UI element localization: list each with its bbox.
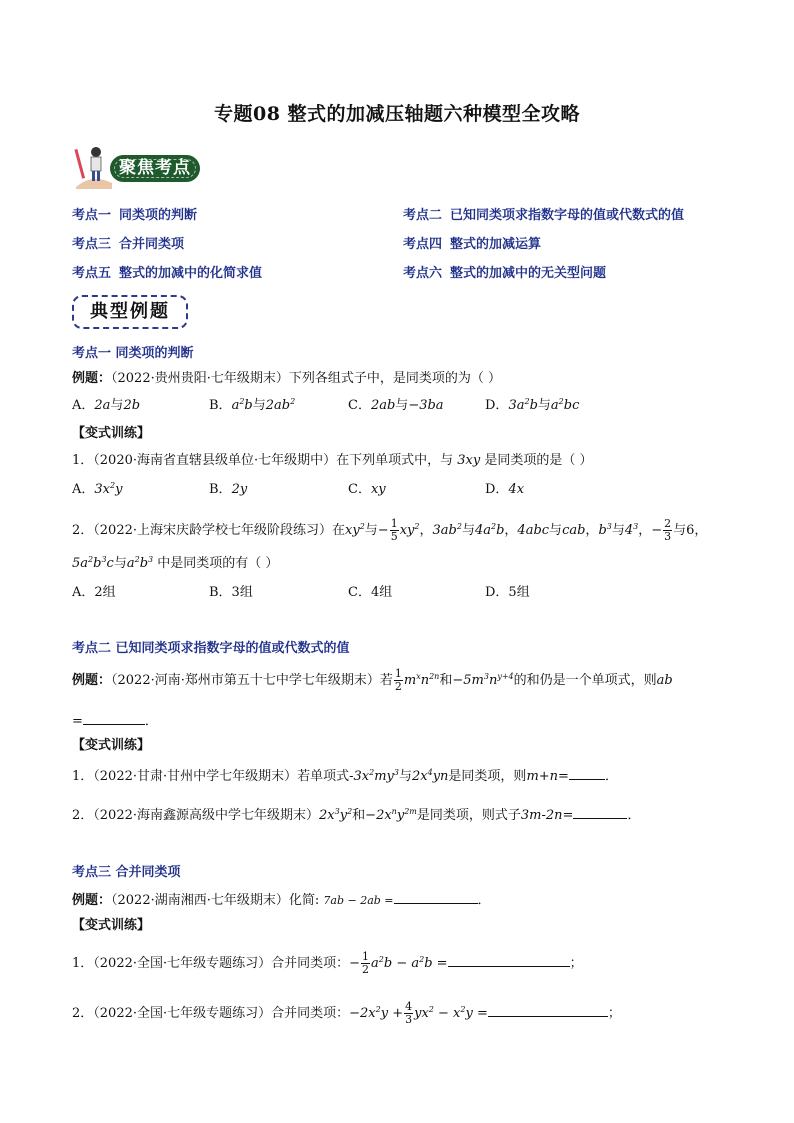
s1-option-d: D．$3a^2b$与$a^2bc$ <box>485 397 580 413</box>
focus-badge <box>72 143 202 191</box>
s2-variant-label: 【变式训练】 <box>72 738 151 753</box>
section-2-heading: 考点二 已知同类项求指数字母的值或代数式的值 <box>72 641 350 656</box>
section-1-heading: 考点一 同类项的判断 <box>72 346 194 361</box>
s2-example: 例题：（2022·河南·郑州市第五十七中学七年级期末）若 $\frac{1}{2}$ $m^xn^{2n}$和$-5m^3n^{y+4}$的和仍是一个单项式，则ab <box>72 667 673 693</box>
s2-q2: 2．（2022·海南鑫源高级中学七年级期末）$2x^3y^2$和$-2x^ny^{2m}$是同类项，则式子3m-2n= ． <box>72 807 641 823</box>
section-3-heading: 考点三 合并同类项 <box>72 865 181 880</box>
topic-4[interactable]: 考点四 整式的加减运算 <box>403 237 542 252</box>
topic-3[interactable]: 考点三 合并同类项 <box>72 237 185 252</box>
s2-example-answer[interactable]: = ． <box>72 714 158 729</box>
s1-option-b: B．$a^2b$与$2ab^2$ <box>209 397 296 413</box>
s1-example: 例题：（2022·贵州贵阳·七年级期末）下列各组式子中，是同类项的为（ ） <box>72 371 501 386</box>
s1-option-c: C．2ab与−3ba <box>348 398 444 413</box>
topic-5[interactable]: 考点五 整式的加减中的化简求值 <box>72 266 263 281</box>
worksheet-page: 专题08 整式的加减压轴题六种模型全攻略 聚焦考点 考点一 同类项的判断 考点二 已知同类项求指数字母的值或代数式的值 考点三 合并同类项 考点四 整式的加减运算 考点五 整式的加减中的化简求值 考点六 整式的加减中的无关型问题 典型例题 考点一 同类项的判断 例题：（2022·贵州贵阳·七年级期末）下列各组式子中，是同类项的为（ ） A．2a与2b B．$a^2b$与$2ab^2$ C．2ab与−3ba D．$3a^2b$与$a^2bc$ 【变式训练】 1．（2020·海南省直辖县级单位·七年级期中）在下列单项式中，与 3xy 是同类项的是（ ） A．$3x^2y$ B．2y C．xy D．4x 2．（2022·上海宋庆龄学校七年级阶段练习）在$xy^2$与− $\frac{1}{5}$ $xy^2$，$3ab^2$与$4a^2b$，4abc与cab，$b^3$与$4^3$，− $\frac{2}{3}$ 与6， $5a^2b^3c$与$a^2b^3$ 中是同类项的有（ ） A．2组 B．3组 C．4组 D．5组 考点二 已知同类项求指数字母的值或代数式的值 例题：（2022·河南·郑州市第五十七中学七年级期末）若 $\frac{1}{2}$ $m^xn^{2n}$和$-5m^3n^{y+4}$的和仍是一个单项式，则ab = ． 【变式训练】 1．（2022·甘肃·甘州中学七年级期末）若单项式$-3x^2my^3$与$2x^4yn$是同类项，则m+n= ． 2．（2022·海南鑫源高级中学七年级期末）$2x^3y^2$和$-2x^ny^{2m}$是同类项，则式子3m-2n= ． 考点三 合并同类项 例题：（2022·湖南湘西·七年级期末）化简: 7ab − 2ab = ． 【变式训练】 1．（2022·全国·七年级专题练习）合并同类项：− $\frac{1}{2}$ $a^2b - a^2b$ = ； 2．（2022·全国·七年级专题练习）合并同类项：$-2x^2y$ + $\frac{4}{3}$ $yx^2 - x^2y$ = ； <box>0 0 794 1123</box>
s1-q2-line2: $5a^2b^3c$与$a^2b^3$ 中是同类项的有（ ） <box>72 555 279 571</box>
focus-badge-label: 聚焦考点 <box>110 155 200 182</box>
typical-examples-box: 典型例题 <box>72 295 188 329</box>
s1-variant-label: 【变式训练】 <box>72 426 151 441</box>
s3-variant-label: 【变式训练】 <box>72 918 151 933</box>
s1-q1: 1．（2020·海南省直辖县级单位·七年级期中）在下列单项式中，与 3xy 是同类项的是（ ） <box>72 453 593 468</box>
topic-2[interactable]: 考点二 已知同类项求指数字母的值或代数式的值 <box>403 208 685 223</box>
topic-6[interactable]: 考点六 整式的加减中的无关型问题 <box>403 266 607 281</box>
s2-q1: 1．（2022·甘肃·甘州中学七年级期末）若单项式$-3x^2my^3$与$2x^4yn$是同类项，则m+n= ． <box>72 768 618 784</box>
s1-option-a: A．2a与2b <box>72 398 141 413</box>
topic-1[interactable]: 考点一 同类项的判断 <box>72 208 198 223</box>
s3-q1: 1．（2022·全国·七年级专题练习）合并同类项：− $\frac{1}{2}$ $a^2b - a^2b$ = ； <box>72 950 583 976</box>
s1-q2: 2．（2022·上海宋庆龄学校七年级阶段练习）在$xy^2$与− $\frac{1}{5}$ $xy^2$，$3ab^2$与$4a^2b$，4abc与cab，$b^3$与$4^3$，− $\frac{2}{3}$ 与6， <box>72 517 708 543</box>
page-title: 专题08 整式的加减压轴题六种模型全攻略 <box>213 103 581 125</box>
s3-example: 例题：（2022·湖南湘西·七年级期末）化简: 7ab − 2ab = ． <box>72 893 491 908</box>
s3-q2: 2．（2022·全国·七年级专题练习）合并同类项：$-2x^2y$ + $\frac{4}{3}$ $yx^2 - x^2y$ = ； <box>72 1000 621 1026</box>
